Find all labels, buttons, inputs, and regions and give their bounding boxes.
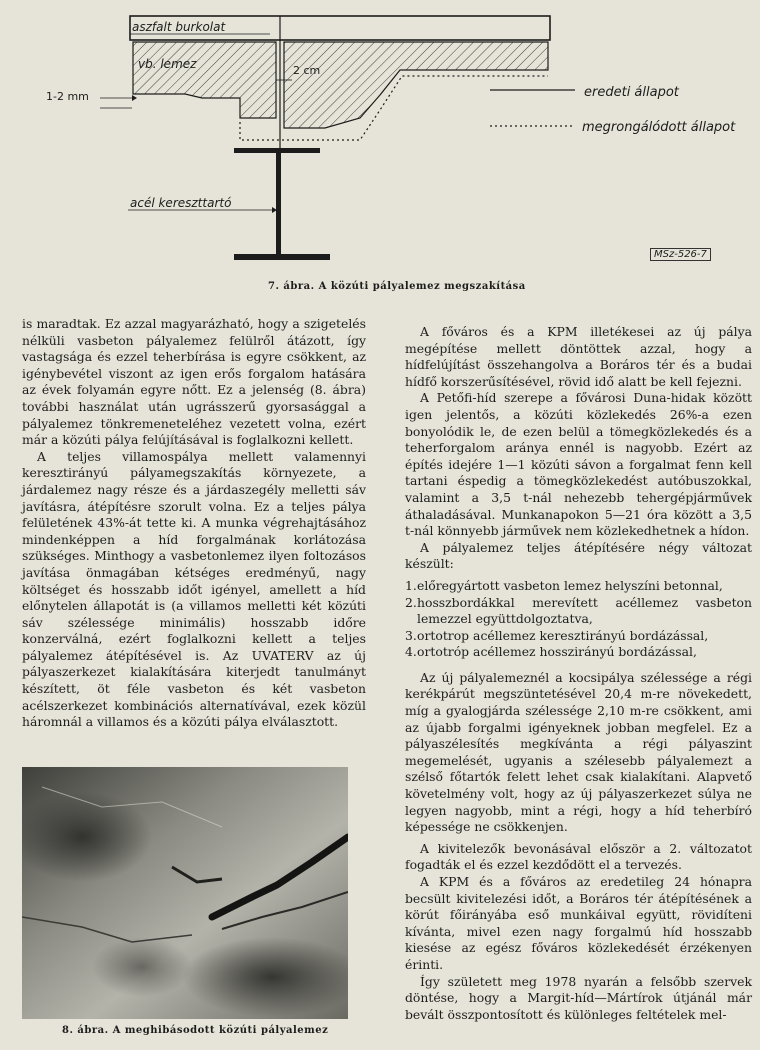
list-item: 1.előregyártott vasbeton lemez helyszíni betonnal, xyxy=(405,577,723,593)
legend-damaged: megrongálódott állapot xyxy=(582,120,736,135)
figure-8-photo xyxy=(22,767,348,1019)
legend-original: eredeti állapot xyxy=(584,85,679,100)
label-asphalt: aszfalt burkolat xyxy=(132,20,226,34)
figure-7-caption: 7. ábra. A közúti pályalemez megszakítása xyxy=(268,281,526,292)
beam-web xyxy=(276,153,281,255)
paragraph: is maradtak. Ez azzal magyarázható, hogy a szigetelés nélküli vasbeton pályalemez felülről átázott, így vastagsága és ezzel teherbírása is egyre csökkent, az igénybevétel viszont az igen erős forgalom hatására az évek folyamán egyre nőtt. Ez a jelenség (8. ábra) további használat után ugrásszerű gyorsasággal a pályalemez tönkremeneteléhez vezetett volna, ezért már a közúti pálya felújításával is foglalkozni kellett. xyxy=(22,316,366,448)
paragraph: A kivitelezők bevonásával először a 2. változatot fogadták el és ezzel kezdődött el a tervezés. xyxy=(405,840,752,873)
list-item: 3.ortotrop acéllemez keresztirányú bordázással, xyxy=(405,627,709,643)
right-slab xyxy=(284,42,548,128)
variant-list xyxy=(405,578,752,661)
paragraph: A pályalemez teljes átépítésére négy változat készült: xyxy=(405,539,752,572)
label-slab: vb. lemez xyxy=(138,57,197,71)
beam-bottom-flange xyxy=(234,254,330,260)
beam-top-flange xyxy=(234,148,320,153)
figure-8-caption: 8. ábra. A meghibásodott közúti pályalemez xyxy=(62,1025,329,1036)
label-gap: 2 cm xyxy=(293,64,321,77)
list-item: 4.ortotróp acéllemez hosszirányú bordázással, xyxy=(405,644,697,660)
paragraph: A teljes villamospálya mellett valamennyi keresztirányú pályamegszakítás környezete, a járdalemez nagy része és a járdaszegély melletti sáv javításra, átépítésre szorult volna. Ez a teljes pálya felületének 43%-át tette ki. A munka végrehajtásához mindenképpen a híd forgalmának korlátozása szükséges. Minthogy a vasbetonlemez ilyen foltozásos javítása önmagában kétséges eredményű, nagy költséget és hosszabb időt igényel, amellett a híd előnytelen állapotát is (a villamos melletti két közúti sáv szélessége minimális) hosszabb időre konzerválná, ezért foglalkozni kellett a teljes pályalemez átépítésével is. Az UVATERV az új pályaszerkezet kialakítására kiterjedt tanulmányt készített, öt féle vasbeton és két vasbeton acélszerkezet kombinációs alternatívával, ezek közül háromnál a villamos és a közúti pálya elválasztott. xyxy=(22,448,366,730)
figure-7 xyxy=(40,10,740,272)
left-slab xyxy=(133,42,276,118)
paragraph: A főváros és a KPM illetékesei az új pálya megépítése mellett döntöttek azzal, hogy a hídfelújítást összehangolva a Boráros tér és a budai hídfő korszerűsítésével, rövid idő alatt be kell fejezni. xyxy=(405,324,752,389)
figure-7-drawing xyxy=(40,10,740,272)
left-column xyxy=(22,316,366,731)
label-tolerance: 1-2 mm xyxy=(46,90,89,103)
paragraph: A Petőfi-híd szerepe a fővárosi Duna-hidak között igen jelentős, a közúti közlekedés 26%-a ezen bonyolódik le, de ezen belül a tömegközlekedés és a teherforgalom aránya ennél is nagyobb. Ezért az építés idejére 1—1 közúti sávon a forgalmat fenn kell tartani éspedig a tömegközlekedést autóbuszokkal, valamint a 3,5 t-nál nehezebb tehergépjárművek áthaladásával. Munkanapokon 5—21 óra között a 3,5 t-nál könnyebb járművek nem közlekedhetnek a hídon. xyxy=(405,390,752,539)
figure-code: MSz-526-7 xyxy=(650,248,711,261)
paragraph: A KPM és a főváros az eredetileg 24 hónapra becsült kivitelezési időt, a Boráros tér átépítésének a körút főirányába eső munkáival együtt, rövidíteni kívánta, mivel ezen nagy forgalmú híd hosszabb kiesése az egész főváros közlekedését érzékenyen érinti. xyxy=(405,874,752,972)
paragraph: Az új pályalemeznél a kocsipálya szélessége a régi kerékpárút megszüntetésével 20,4 m-re növekedett, míg a gyalogjárda szélessége 2,10 m-re csökkent, ami az újabb forgalmi igényeknek jobban megfelel. Ez a pályaszélesítés megkívánta a régi pályaszint megemelését, ugyanis a szélesebb pályalemezt a szélső főtartók felett lehet csak kialakítani. Alapvető követelmény volt, hogy az új pályaszerkezet súlya ne legyen nagyobb, mint a régi, hogy a híd teherbíró képessége ne csökkenjen. xyxy=(405,669,752,835)
list-item: 2.hosszbordákkal merevített acéllemez vasbeton lemezzel együttdolgoztatva, xyxy=(405,594,752,627)
paragraph: Így született meg 1978 nyarán a felsőbb szervek döntése, hogy a Margit-híd—Mártírok útjánál már bevált összpontosított és különleges feltételek mel- xyxy=(405,973,752,1022)
damaged-slab-photo xyxy=(22,767,348,1019)
right-column xyxy=(405,324,752,1023)
label-beam: acél kereszttartó xyxy=(130,196,232,210)
